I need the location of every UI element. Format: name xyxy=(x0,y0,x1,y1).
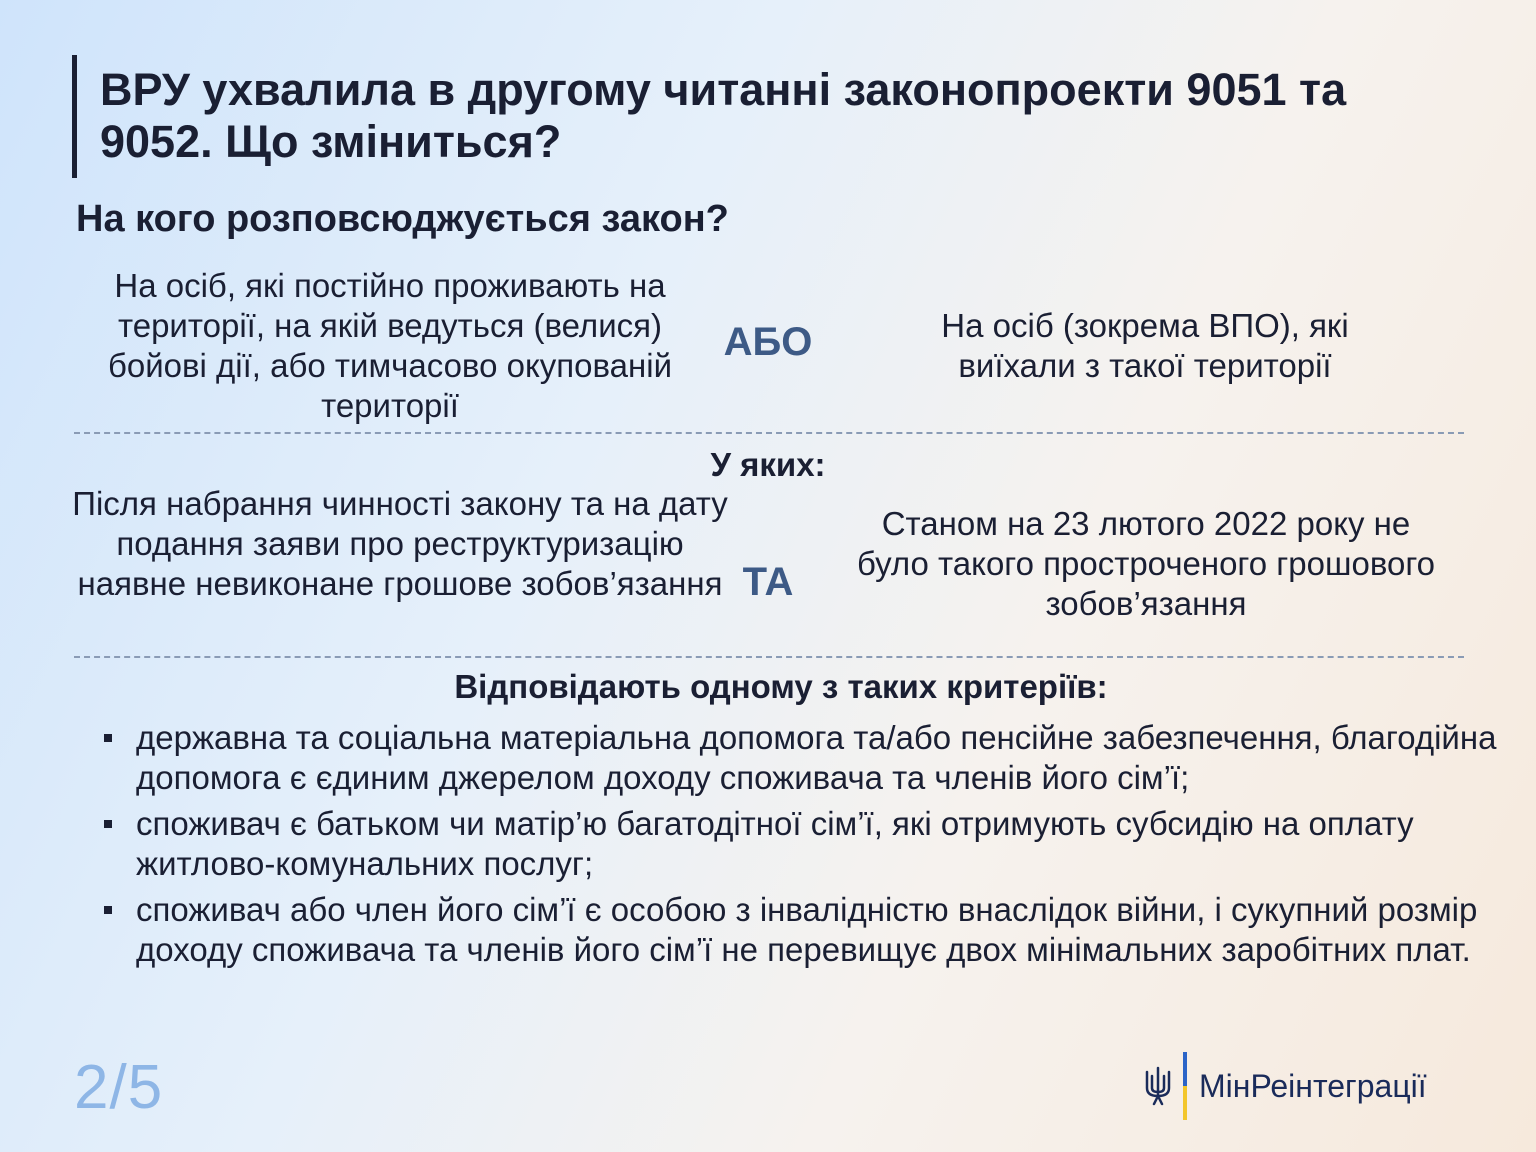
logo-text: МінРеінтеграції xyxy=(1199,1068,1427,1104)
page-number: 2/5 xyxy=(74,1053,164,1122)
section-heading-criteria: Відповідають одному з таких критеріїв: xyxy=(454,668,1108,705)
list-item xyxy=(100,804,1500,884)
section-heading-conditions: У яких: xyxy=(710,446,826,483)
flag-yellow-stripe xyxy=(1183,1086,1187,1120)
scope-left-text: На осіб, які постійно проживають на території, на якій ведуться (велися) бойові дії, або тимчасово окупованій території xyxy=(107,267,672,424)
dashed-divider xyxy=(74,432,1464,434)
list-item xyxy=(100,890,1500,970)
flag-blue-stripe xyxy=(1183,1052,1187,1086)
criteria-item-text: державна та соціальна матеріальна допомога та/або пенсійне забезпечення, благодійна допомога є єдиним джерелом доходу споживача та членів його сім’ї; xyxy=(136,719,1497,796)
list-item xyxy=(100,718,1500,798)
bullet-icon xyxy=(104,906,112,914)
dashed-divider xyxy=(74,656,1464,658)
conditions-right-text: Станом на 23 лютого 2022 року не було такого простроченого грошового зобов’язання xyxy=(856,505,1436,622)
ministry-logo xyxy=(1143,1052,1483,1122)
conditions-left-text: Після набрання чинності закону та на дату подання заяви про реструктуризацію наявне невиконане грошове зобов’язання xyxy=(72,485,728,602)
scope-right-text: На осіб (зокрема ВПО), які виїхали з такої території xyxy=(941,307,1349,384)
criteria-item-text: споживач або член його сім’ї є особою з інвалідністю внаслідок війни, і сукупний розмір доходу споживача та членів його сім’ї не перевищує двох мінімальних заробітних плат. xyxy=(136,891,1478,968)
trident-icon xyxy=(1143,1066,1173,1106)
section-heading-scope: На кого розповсюджується закон? xyxy=(76,198,729,240)
page-title: ВРУ ухвалила в другому читанні законопроекти 9051 та 9052. Що зміниться? xyxy=(100,64,1347,167)
title-accent-bar xyxy=(72,55,77,178)
connector-and: ТА xyxy=(742,560,794,604)
criteria-list xyxy=(100,718,1500,976)
bullet-icon xyxy=(104,734,112,742)
bullet-icon xyxy=(104,820,112,828)
connector-or: АБО xyxy=(723,320,813,364)
criteria-item-text: споживач є батьком чи матір’ю багатодітної сім’ї, які отримують субсидію на оплату житлово-комунальних послуг; xyxy=(136,805,1414,882)
